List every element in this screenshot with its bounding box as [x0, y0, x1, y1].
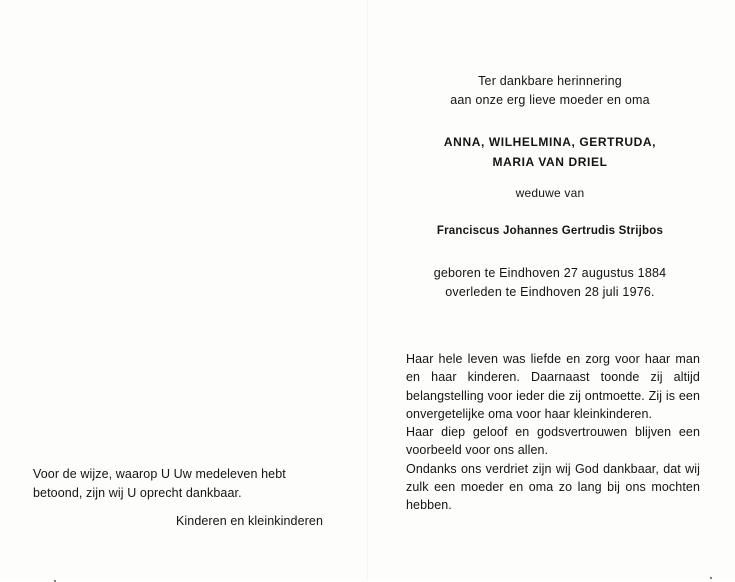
name-line-2: MARIA VAN DRIEL — [492, 155, 608, 169]
right-panel — [380, 0, 720, 581]
memorial-paragraph-2: Haar diep geloof en godsvertrouwen blijven een voorbeeld voor ons allen. — [406, 425, 700, 458]
born-line: geboren te Eindhoven 27 augustus 1884 — [433, 266, 667, 280]
memorial-text — [406, 350, 700, 515]
died-line: overleden te Eindhoven 28 juli 1976. — [445, 285, 655, 299]
signature: Kinderen en kleinkinderen — [175, 514, 323, 528]
thanks-line-2: betoond, zijn wij U oprecht dankbaar. — [33, 485, 242, 500]
left-panel — [33, 465, 333, 531]
paper-speck — [710, 577, 712, 579]
widow-of: weduwe van — [515, 186, 585, 200]
heading-line-2: aan onze erg lieve moeder en oma — [450, 93, 650, 107]
life-dates — [380, 264, 720, 302]
name-line-1: ANNA, WILHELMINA, GERTRUDA, — [443, 135, 657, 149]
thanks-line-1: Voor de wijze, waarop U Uw medeleven hebt — [33, 467, 286, 481]
memorial-paragraph-1: Haar hele leven was liefde en zorg voor haar man en haar kinderen. Daarnaast toonde zij altijd belangstelling voor ieder die zij ontmoette. Zij is een onvergetelijke oma voor haar kleinkinderen. — [406, 352, 700, 421]
heading-line-1: Ter dankbare herinnering — [478, 74, 622, 88]
heading — [380, 72, 720, 110]
husband-name: Franciscus Johannes Gertrudis Strijbos — [436, 225, 664, 237]
deceased-name — [380, 132, 720, 172]
memorial-paragraph-3: Ondanks ons verdriet zijn wij God dankbaar, dat wij zulk een moeder en oma zo lang bij ons mochten hebben. — [406, 461, 700, 513]
card-fold-line — [367, 0, 368, 581]
